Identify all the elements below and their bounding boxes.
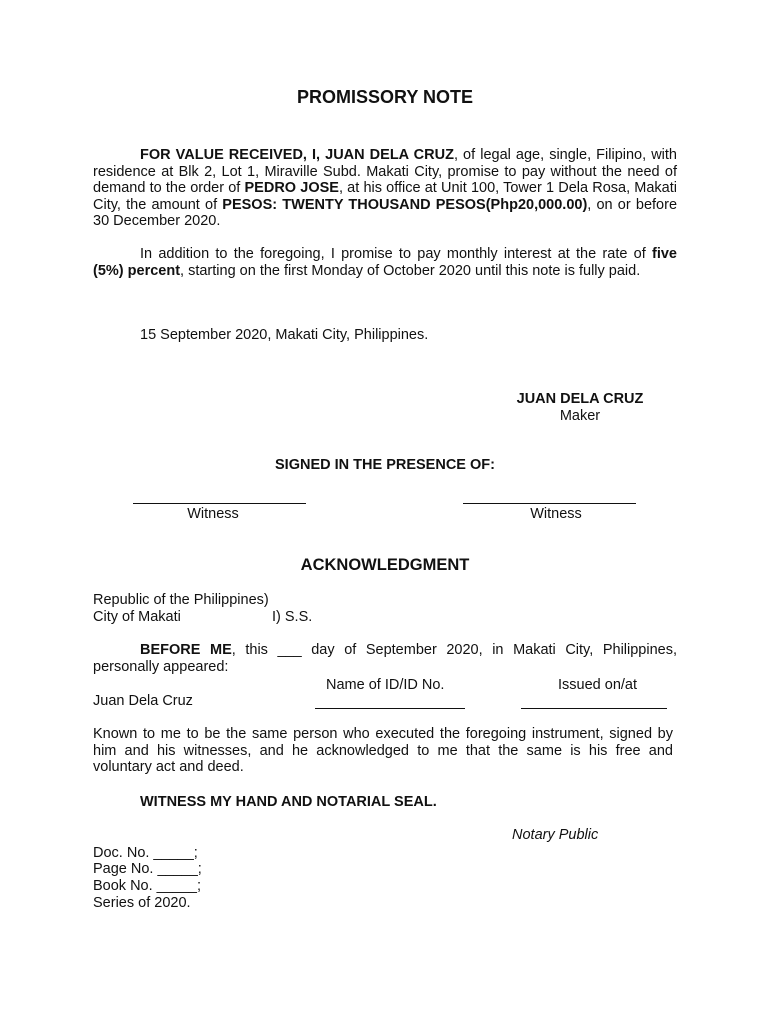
venue-ss: I) S.S. xyxy=(272,609,313,625)
issued-line xyxy=(521,708,667,709)
known-paragraph: Known to me to be the same person who executed the foregoing instrument, signed by him and his witnesses, and he acknowledged to me that the same is his free and voluntary act and deed. xyxy=(93,726,673,775)
interest-paragraph xyxy=(93,246,677,279)
payee-name: PEDRO JOSE xyxy=(244,180,339,196)
office-text: , at his office at Unit 100, Tower 1 Dela Rosa, Makati City, the amount of xyxy=(93,180,677,213)
signed-presence-heading: SIGNED IN THE PRESENCE OF: xyxy=(275,457,495,473)
promissory-paragraph xyxy=(93,147,677,230)
interest-terms: , starting on the first Monday of October 2020 until this note is fully paid. xyxy=(180,262,641,279)
witness-hand-seal: WITNESS MY HAND AND NOTARIAL SEAL. xyxy=(140,794,437,810)
id-number-line xyxy=(315,708,465,709)
amount-text: PESOS: TWENTY THOUSAND PESOS(Php20,000.00) xyxy=(222,196,588,213)
acknowledgment-title: ACKNOWLEDGMENT xyxy=(300,556,470,574)
venue-republic: Republic of the Philippines) xyxy=(93,592,269,608)
book-no: Book No. _____; xyxy=(93,878,202,894)
venue-city: City of Makati xyxy=(93,609,181,625)
residence-text: , of legal age, single, Filipino, with residence at Blk 2, Lot 1, Miraville Subd. Makati City, promise to pay without the need of demand to the order of xyxy=(93,147,677,196)
maker-name: JUAN DELA CRUZ xyxy=(516,391,644,407)
witness-label-right: Witness xyxy=(530,506,582,522)
page-no: Page No. _____; xyxy=(93,861,202,877)
witness-signature-line-left xyxy=(133,503,306,504)
id-column-header: Name of ID/ID No. xyxy=(326,677,445,693)
issued-column-header: Issued on/at xyxy=(558,677,637,693)
notary-public-label: Notary Public xyxy=(512,827,599,843)
interest-rate: five (5%) percent xyxy=(93,246,677,279)
document-title: PROMISSORY NOTE xyxy=(296,87,474,107)
due-date-text: , on or before 30 December 2020. xyxy=(93,196,678,229)
opening-clause: FOR VALUE RECEIVED, I, JUAN DELA CRUZ xyxy=(140,147,454,163)
before-me-label: BEFORE ME xyxy=(140,642,232,658)
date-place: 15 September 2020, Makati City, Philippines. xyxy=(140,327,429,343)
maker-block xyxy=(480,391,680,424)
interest-intro: In addition to the foregoing, I promise to pay monthly interest at the rate of xyxy=(140,246,652,262)
before-me-text: , this ___ day of September 2020, in Makati City, Philippines, personally appeared: xyxy=(93,642,677,675)
witness-label-left: Witness xyxy=(187,506,239,522)
maker-role: Maker xyxy=(559,407,601,424)
witness-signature-line-right xyxy=(463,503,636,504)
doc-no: Doc. No. _____; xyxy=(93,845,198,861)
series: Series of 2020. xyxy=(93,895,191,911)
person-name: Juan Dela Cruz xyxy=(93,693,193,709)
before-me-paragraph xyxy=(93,642,677,675)
